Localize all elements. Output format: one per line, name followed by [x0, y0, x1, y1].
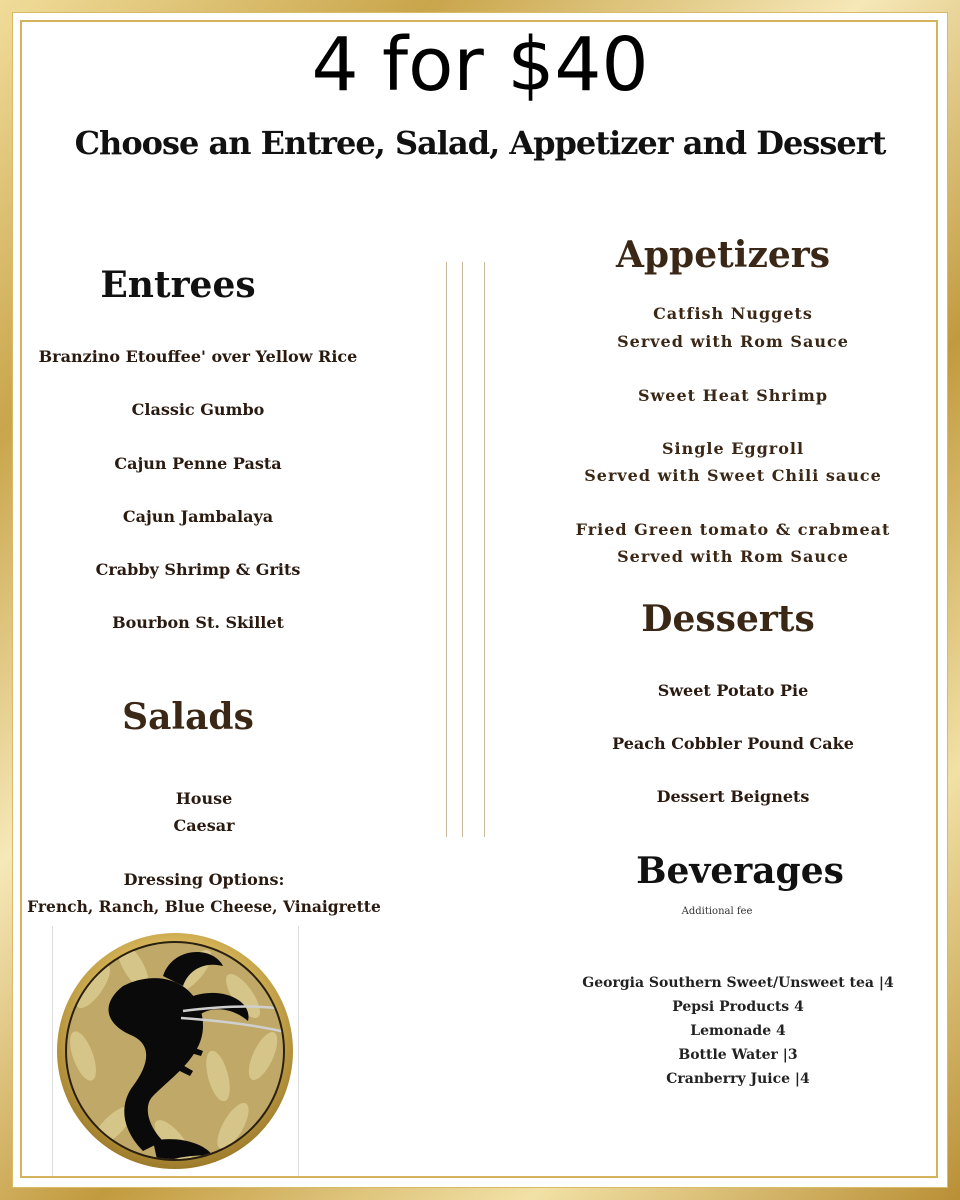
appetizer-note: Served with Rom Sauce: [617, 332, 849, 351]
entree-item: Bourbon St. Skillet: [112, 613, 284, 632]
dessert-item: Peach Cobbler Pound Cake: [612, 734, 854, 753]
logo-frame: [52, 926, 299, 1176]
crawfish-icon: [53, 926, 298, 1176]
dressing-label: Dressing Options:: [123, 870, 285, 889]
beverage-item: Lemonade 4: [690, 1023, 786, 1039]
entree-item: Classic Gumbo: [131, 400, 265, 419]
beverage-item: Cranberry Juice |4: [666, 1071, 810, 1087]
appetizer-note: Served with Sweet Chili sauce: [584, 466, 882, 485]
menu-subtitle: Choose an Entree, Salad, Appetizer and Dessert: [74, 124, 886, 162]
dessert-item: Sweet Potato Pie: [657, 681, 809, 700]
beverages-heading: Beverages: [636, 850, 844, 892]
salad-item: House: [175, 789, 233, 808]
appetizers-heading: Appetizers: [615, 234, 831, 276]
beverage-item: Bottle Water |3: [678, 1047, 798, 1063]
menu-title: 4 for $40: [311, 22, 649, 108]
dressing-list: French, Ranch, Blue Cheese, Vinaigrette: [27, 897, 381, 916]
salad-item: Caesar: [173, 816, 235, 835]
entree-item: Crabby Shrimp & Grits: [95, 560, 301, 579]
column-divider-3: [484, 262, 485, 837]
entrees-heading: Entrees: [100, 264, 256, 306]
appetizer-item: Sweet Heat Shrimp: [637, 386, 829, 405]
column-divider-2: [462, 262, 463, 837]
appetizer-item: Fried Green tomato & crabmeat: [575, 520, 891, 539]
desserts-heading: Desserts: [641, 598, 815, 640]
appetizer-item: Single Eggroll: [661, 439, 805, 458]
appetizer-note: Served with Rom Sauce: [617, 547, 849, 566]
entree-item: Cajun Jambalaya: [122, 507, 274, 526]
entree-item: Cajun Penne Pasta: [114, 454, 282, 473]
beverages-note: Additional fee: [681, 906, 753, 917]
appetizer-item: Catfish Nuggets: [653, 304, 813, 323]
column-divider-1: [446, 262, 447, 837]
beverage-item: Georgia Southern Sweet/Unsweet tea |4: [582, 975, 894, 991]
entree-item: Branzino Etouffee' over Yellow Rice: [38, 347, 358, 366]
beverage-item: Pepsi Products 4: [672, 999, 804, 1015]
dessert-item: Dessert Beignets: [656, 787, 810, 806]
salads-heading: Salads: [122, 696, 254, 738]
